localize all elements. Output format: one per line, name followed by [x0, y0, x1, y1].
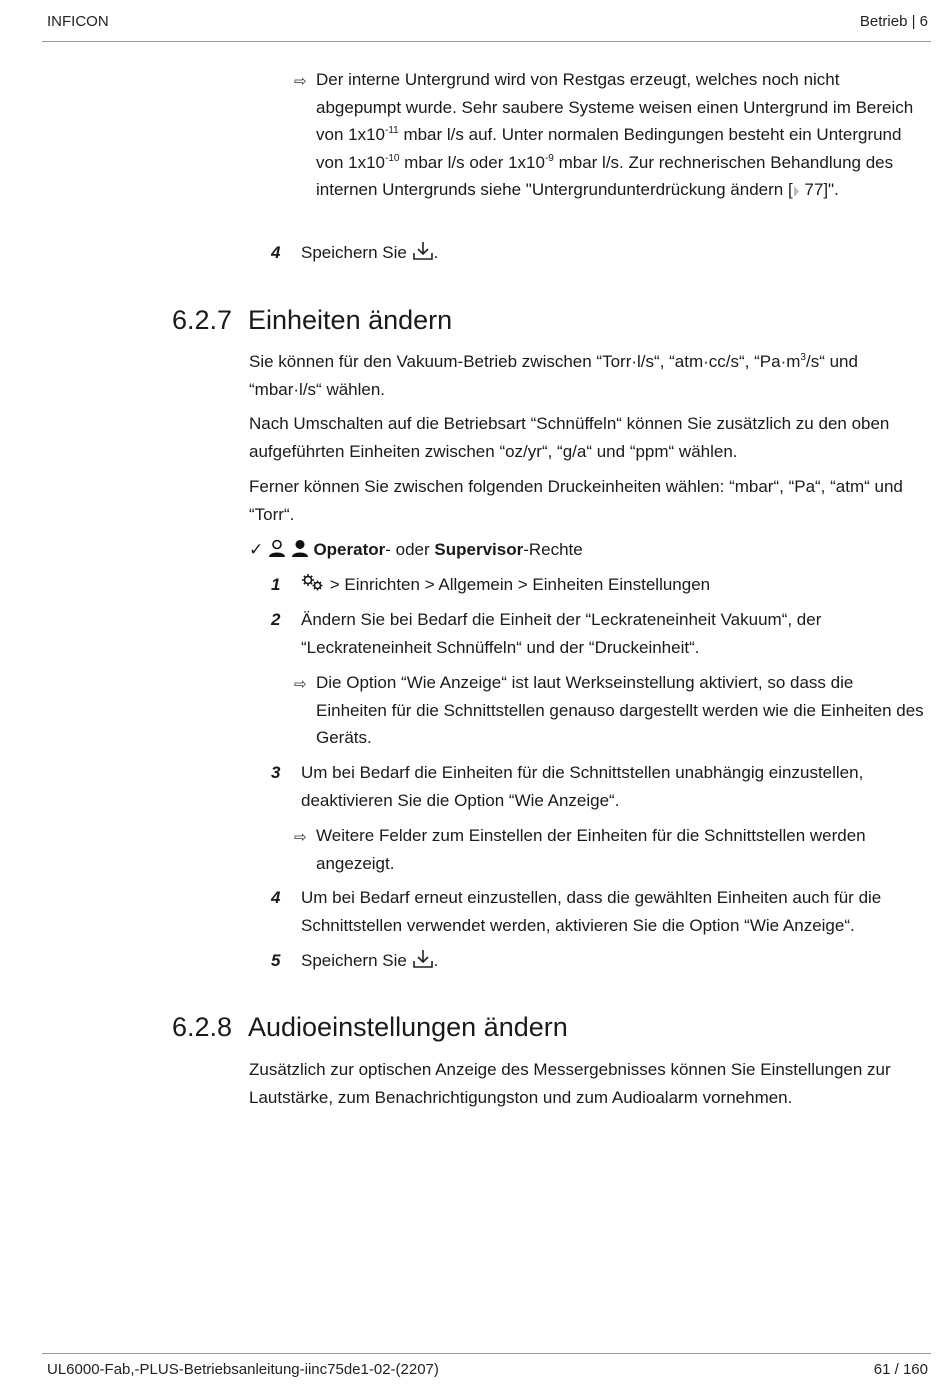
section-title: Einheiten ändern — [248, 305, 453, 335]
section-title: Audioeinstellungen ändern — [248, 1012, 568, 1042]
step-number: 3 — [271, 763, 281, 782]
page-ref-arrow-icon — [793, 180, 800, 199]
result-arrow-icon: ⇨ — [294, 73, 307, 90]
gears-icon — [301, 575, 325, 594]
result-text: Die Option “Wie Anzeige“ ist laut Werkseinstellung aktiviert, so dass die Einheiten für die Schnittstellen genauso dargestellt werden wie die Einheiten des Geräts. — [316, 673, 924, 748]
step-number: 4 — [271, 243, 281, 262]
step-text: Um bei Bedarf erneut einzustellen, dass die gewählten Einheiten auch für die Schnittstellen verwendet werden, aktivieren Sie die Option “Wie Anzeige“. — [301, 888, 882, 935]
footer-divider — [42, 1353, 931, 1354]
step-text: Um bei Bedarf die Einheiten für die Schnittstellen unabhängig einzustellen, deaktivieren Sie die Option “Wie Anzeige“. — [301, 763, 864, 810]
step-number: 1 — [271, 575, 281, 594]
result-arrow-icon: ⇨ — [294, 829, 307, 846]
save-download-icon — [412, 243, 434, 262]
check-icon: ✓ — [249, 540, 264, 559]
section-heading-6-2-7 — [172, 305, 452, 336]
supervisor-user-icon — [291, 540, 309, 559]
save-download-icon — [412, 951, 434, 970]
paragraph-units-sniff: Nach Umschalten auf die Betriebsart “Schnüffeln“ können Sie zusätzlich zu den oben aufgeführten Einheiten zwischen “oz/yr“, “g/a“ und “ppm“ wählen. — [249, 414, 890, 461]
page-ref-link[interactable]: 77 — [799, 180, 824, 200]
footer-page-number: 61 / 160 — [873, 1361, 928, 1378]
step-text: > Einrichten > Allgemein > Einheiten Einstellungen — [301, 571, 921, 599]
operator-user-icon — [268, 540, 286, 559]
section-number: 6.2.7 — [172, 305, 233, 335]
step-text: Ändern Sie bei Bedarf die Einheit der “Leckrateneinheit Vakuum“, der “Leckrateneinheit Schnüffeln“ und der “Druckeinheit“. — [301, 610, 822, 657]
step-number: 5 — [271, 951, 281, 970]
step-number: 2 — [271, 610, 281, 629]
requirement-line: ✓ Operator- oder Supervisor-Rechte — [249, 540, 583, 559]
section-heading-6-2-8 — [172, 1012, 568, 1043]
header-section: Betrieb | 6 — [859, 13, 928, 30]
step-text: Speichern Sie . — [301, 951, 439, 970]
footer-doc-id: UL6000-Fab,-PLUS-Betriebsanleitung-iinc75de1-02-(2207) — [47, 1361, 439, 1378]
header-brand: INFICON — [47, 13, 109, 30]
paragraph-units-vacuum: Sie können für den Vakuum-Betrieb zwischen “Torr·l/s“, “atm·cc/s“, “$Pa\cdot m^3/s“$ und “mbar·l/s“ wählen. — [249, 352, 858, 399]
section-number: 6.2.8 — [172, 1012, 233, 1042]
step-text: Speichern Sie . — [301, 243, 439, 262]
result-text: Weitere Felder zum Einstellen der Einheiten für die Schnittstellen werden angezeigt. — [316, 826, 866, 873]
step-number: 4 — [271, 888, 281, 907]
result-text: Der interne Untergrund wird von Restgas erzeugt, welches noch nicht abgepumpt wurde. Sehr saubere Systeme weisen einen Untergrund im Bereich von $1x10^{-11}$ mbar l/s auf. Unter normalen Bedingungen besteht ein Untergrund von $1x10^{-10}$ mbar l/s oder $1x10^{-9}$ mbar l/s. Zur rechnerischen Behandlung des internen Untergrunds siehe "Untergrundunterdrückung ändern [ 77]". — [316, 70, 914, 200]
paragraph-pressure-units: Ferner können Sie zwischen folgenden Druckeinheiten wählen: “mbar“, “Pa“, “atm“ und “Torr“. — [249, 477, 903, 524]
paragraph-audio: Zusätzlich zur optischen Anzeige des Messergebnisses können Sie Einstellungen zur Lautstärke, zum Benachrichtigungston und zum Audioalarm vornehmen. — [249, 1060, 891, 1107]
result-arrow-icon: ⇨ — [294, 676, 307, 693]
header-divider — [42, 41, 931, 42]
